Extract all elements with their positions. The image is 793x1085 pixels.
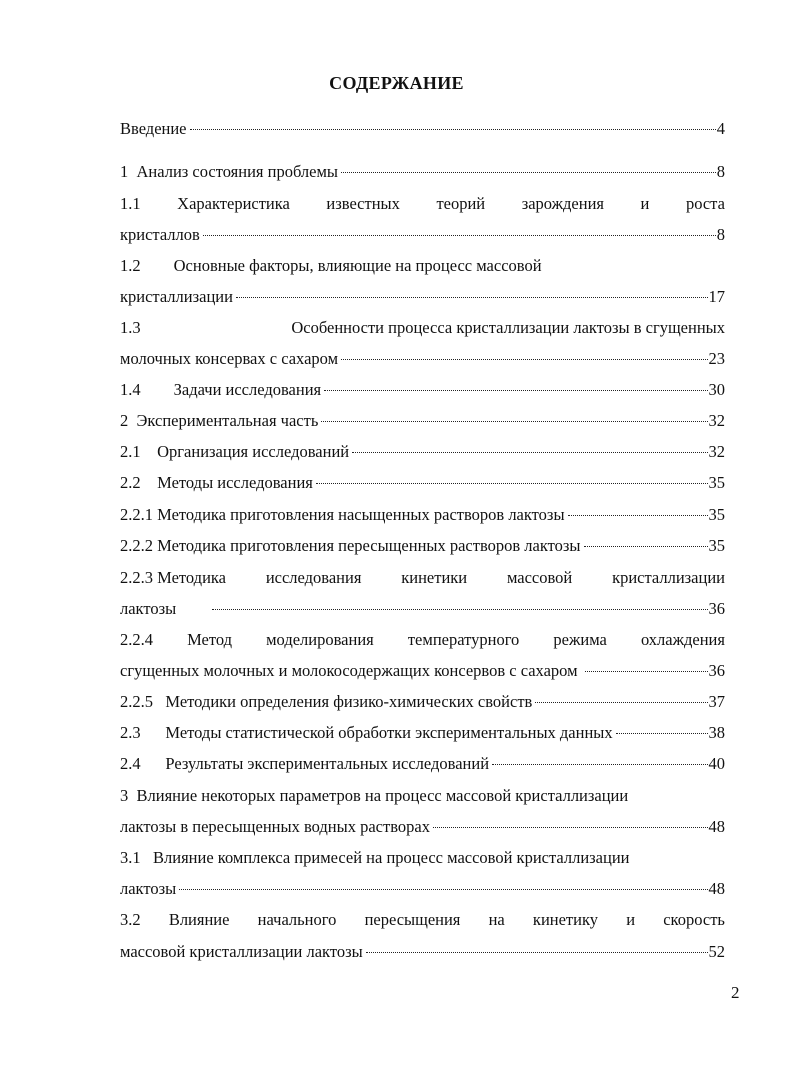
toc-page-number: 30 bbox=[708, 380, 725, 399]
toc-entry-text bbox=[120, 566, 725, 590]
toc-entry bbox=[120, 254, 725, 278]
toc-entry bbox=[120, 690, 725, 714]
toc-word: Характеристика bbox=[177, 194, 290, 213]
dot-leader bbox=[179, 889, 707, 890]
page-number: 2 bbox=[731, 983, 740, 1002]
toc-word: кристаллизации bbox=[612, 568, 725, 587]
dot-leader bbox=[366, 952, 708, 953]
dot-leader bbox=[492, 764, 707, 765]
toc-word: температурного bbox=[407, 630, 520, 649]
toc-word: 2.2.3 Методика bbox=[120, 568, 226, 587]
dot-leader bbox=[433, 827, 708, 828]
dot-leader bbox=[190, 129, 716, 130]
toc-word: пересыщения bbox=[364, 910, 461, 929]
toc-word: скорость bbox=[663, 910, 725, 929]
dot-leader bbox=[535, 702, 707, 703]
toc-entry-text bbox=[120, 316, 725, 340]
toc-entry-text: 3 Влияние некоторых параметров на процесс массовой кристаллизации bbox=[120, 786, 629, 805]
toc-page-number: 48 bbox=[708, 817, 725, 836]
dot-leader bbox=[352, 452, 707, 453]
toc-entry bbox=[120, 597, 725, 621]
toc-page-number: 8 bbox=[716, 225, 725, 244]
toc-entry bbox=[120, 659, 725, 683]
toc-entry bbox=[120, 503, 725, 527]
toc-entry bbox=[120, 192, 725, 216]
toc-page-number: 36 bbox=[708, 599, 725, 618]
dot-leader bbox=[324, 390, 707, 391]
toc-entry bbox=[120, 534, 725, 558]
toc-page-number: 52 bbox=[708, 942, 725, 961]
toc-word: роста bbox=[685, 194, 725, 213]
toc-word: охлаждения bbox=[640, 630, 725, 649]
toc-entry bbox=[120, 223, 725, 247]
toc-page-number: 37 bbox=[708, 692, 725, 711]
toc-page-number: 38 bbox=[708, 723, 725, 742]
toc-entry bbox=[120, 940, 725, 964]
toc-entry bbox=[120, 566, 725, 590]
toc-entry-text: 2 Экспериментальная часть bbox=[120, 411, 319, 430]
toc-entry-text: 2.3 Методы статистической обработки экспериментальных данных bbox=[120, 723, 613, 742]
toc-entry-text bbox=[120, 908, 725, 932]
toc-entry-text: лактозы bbox=[120, 599, 210, 618]
toc-word: моделирования bbox=[266, 630, 374, 649]
toc-page-number: 32 bbox=[708, 411, 725, 430]
dot-leader bbox=[203, 235, 716, 236]
dot-leader bbox=[341, 359, 707, 360]
toc-entry-text bbox=[120, 628, 725, 652]
toc-entry-text: 2.2.5 Методики определения физико-химических свойств bbox=[120, 692, 533, 711]
toc-word: зарождения bbox=[521, 194, 604, 213]
toc-entry-text: массовой кристаллизации лактозы bbox=[120, 942, 363, 961]
toc-entry-text: Введение bbox=[120, 119, 187, 138]
toc-word: и bbox=[626, 910, 636, 929]
dot-leader bbox=[316, 483, 708, 484]
toc-entry bbox=[120, 316, 725, 340]
toc-page-number: 35 bbox=[708, 473, 725, 492]
dot-leader bbox=[584, 546, 708, 547]
toc-page-number: 36 bbox=[708, 661, 725, 680]
toc-entry-text: 2.2.1 Методика приготовления насыщенных растворов лактозы bbox=[120, 505, 565, 524]
toc-entry-text: лактозы в пересыщенных водных растворах bbox=[120, 817, 430, 836]
toc-word: Влияние bbox=[168, 910, 230, 929]
dot-leader bbox=[321, 421, 707, 422]
toc-word: режима bbox=[553, 630, 607, 649]
toc-entry bbox=[120, 721, 725, 745]
toc-entry-text bbox=[120, 192, 725, 216]
toc-entry-text: 2.2.2 Методика приготовления пересыщенных растворов лактозы bbox=[120, 536, 581, 555]
toc-word: 1.1 bbox=[120, 194, 141, 213]
toc-word: Особенности процесса кристаллизации лактозы в сгущенных bbox=[291, 318, 725, 337]
toc-entry-text: 1.2 Основные факторы, влияющие на процесс массовой bbox=[120, 256, 542, 275]
toc-entry bbox=[120, 409, 725, 433]
toc-word: и bbox=[640, 194, 650, 213]
toc-word: 1.3 bbox=[120, 318, 141, 337]
dot-leader bbox=[341, 172, 716, 173]
toc-entry bbox=[120, 160, 725, 184]
toc-word: исследования bbox=[265, 568, 362, 587]
toc-entry-text: кристаллов bbox=[120, 225, 200, 244]
dot-leader bbox=[236, 297, 708, 298]
toc-word: известных bbox=[326, 194, 400, 213]
toc-entry-text: молочных консервах с сахаром bbox=[120, 349, 339, 368]
toc-page-number: 4 bbox=[716, 119, 725, 138]
toc-entry bbox=[120, 285, 725, 309]
toc-entry bbox=[120, 347, 725, 371]
toc-entry-text: 1.4 Задачи исследования bbox=[120, 380, 322, 399]
toc-entry bbox=[120, 440, 725, 464]
toc-entry bbox=[120, 877, 725, 901]
toc-entry bbox=[120, 908, 725, 932]
toc-entry bbox=[120, 628, 725, 652]
toc-entry bbox=[120, 378, 725, 402]
toc-entry-text: кристаллизации bbox=[120, 287, 233, 306]
toc-word: Метод bbox=[187, 630, 233, 649]
page-title: СОДЕРЖАНИЕ bbox=[329, 73, 464, 93]
dot-leader bbox=[212, 609, 707, 610]
toc-entry-text: 1 Анализ состояния проблемы bbox=[120, 162, 339, 181]
toc-entry-text: 2.2 Методы исследования bbox=[120, 473, 313, 492]
toc-word: начального bbox=[257, 910, 337, 929]
toc-entry-text: 2.1 Организация исследований bbox=[120, 442, 350, 461]
toc-word: кинетики bbox=[401, 568, 468, 587]
toc-entry bbox=[120, 752, 725, 776]
toc-page-number: 8 bbox=[716, 162, 725, 181]
toc-word: теорий bbox=[436, 194, 486, 213]
toc-entry-text: сгущенных молочных и молокосодержащих консервов с сахаром bbox=[120, 661, 582, 680]
toc-entry bbox=[120, 815, 725, 839]
toc-entry-text: 2.4 Результаты экспериментальных исследований bbox=[120, 754, 490, 773]
toc-page-number: 35 bbox=[708, 536, 725, 555]
toc-entry bbox=[120, 846, 725, 870]
toc-word: на bbox=[488, 910, 505, 929]
dot-leader bbox=[568, 515, 708, 516]
toc-entry bbox=[120, 117, 725, 141]
toc-page-number: 23 bbox=[708, 349, 725, 368]
dot-leader bbox=[616, 733, 708, 734]
toc-entry bbox=[120, 784, 725, 808]
toc-word: кинетику bbox=[532, 910, 598, 929]
toc-word: 2.2.4 bbox=[120, 630, 153, 649]
toc-word: 3.2 bbox=[120, 910, 141, 929]
toc-page-number: 40 bbox=[708, 754, 725, 773]
toc-entry-text: лактозы bbox=[120, 879, 177, 898]
toc-page-number: 48 bbox=[708, 879, 725, 898]
toc-page-number: 17 bbox=[708, 287, 725, 306]
toc-entry bbox=[120, 471, 725, 495]
toc-entry-text: 3.1 Влияние комплекса примесей на процесс массовой кристаллизации bbox=[120, 848, 630, 867]
toc-page-number: 35 bbox=[708, 505, 725, 524]
dot-leader bbox=[585, 671, 708, 672]
toc-word: массовой bbox=[506, 568, 573, 587]
toc-page-number: 32 bbox=[708, 442, 725, 461]
